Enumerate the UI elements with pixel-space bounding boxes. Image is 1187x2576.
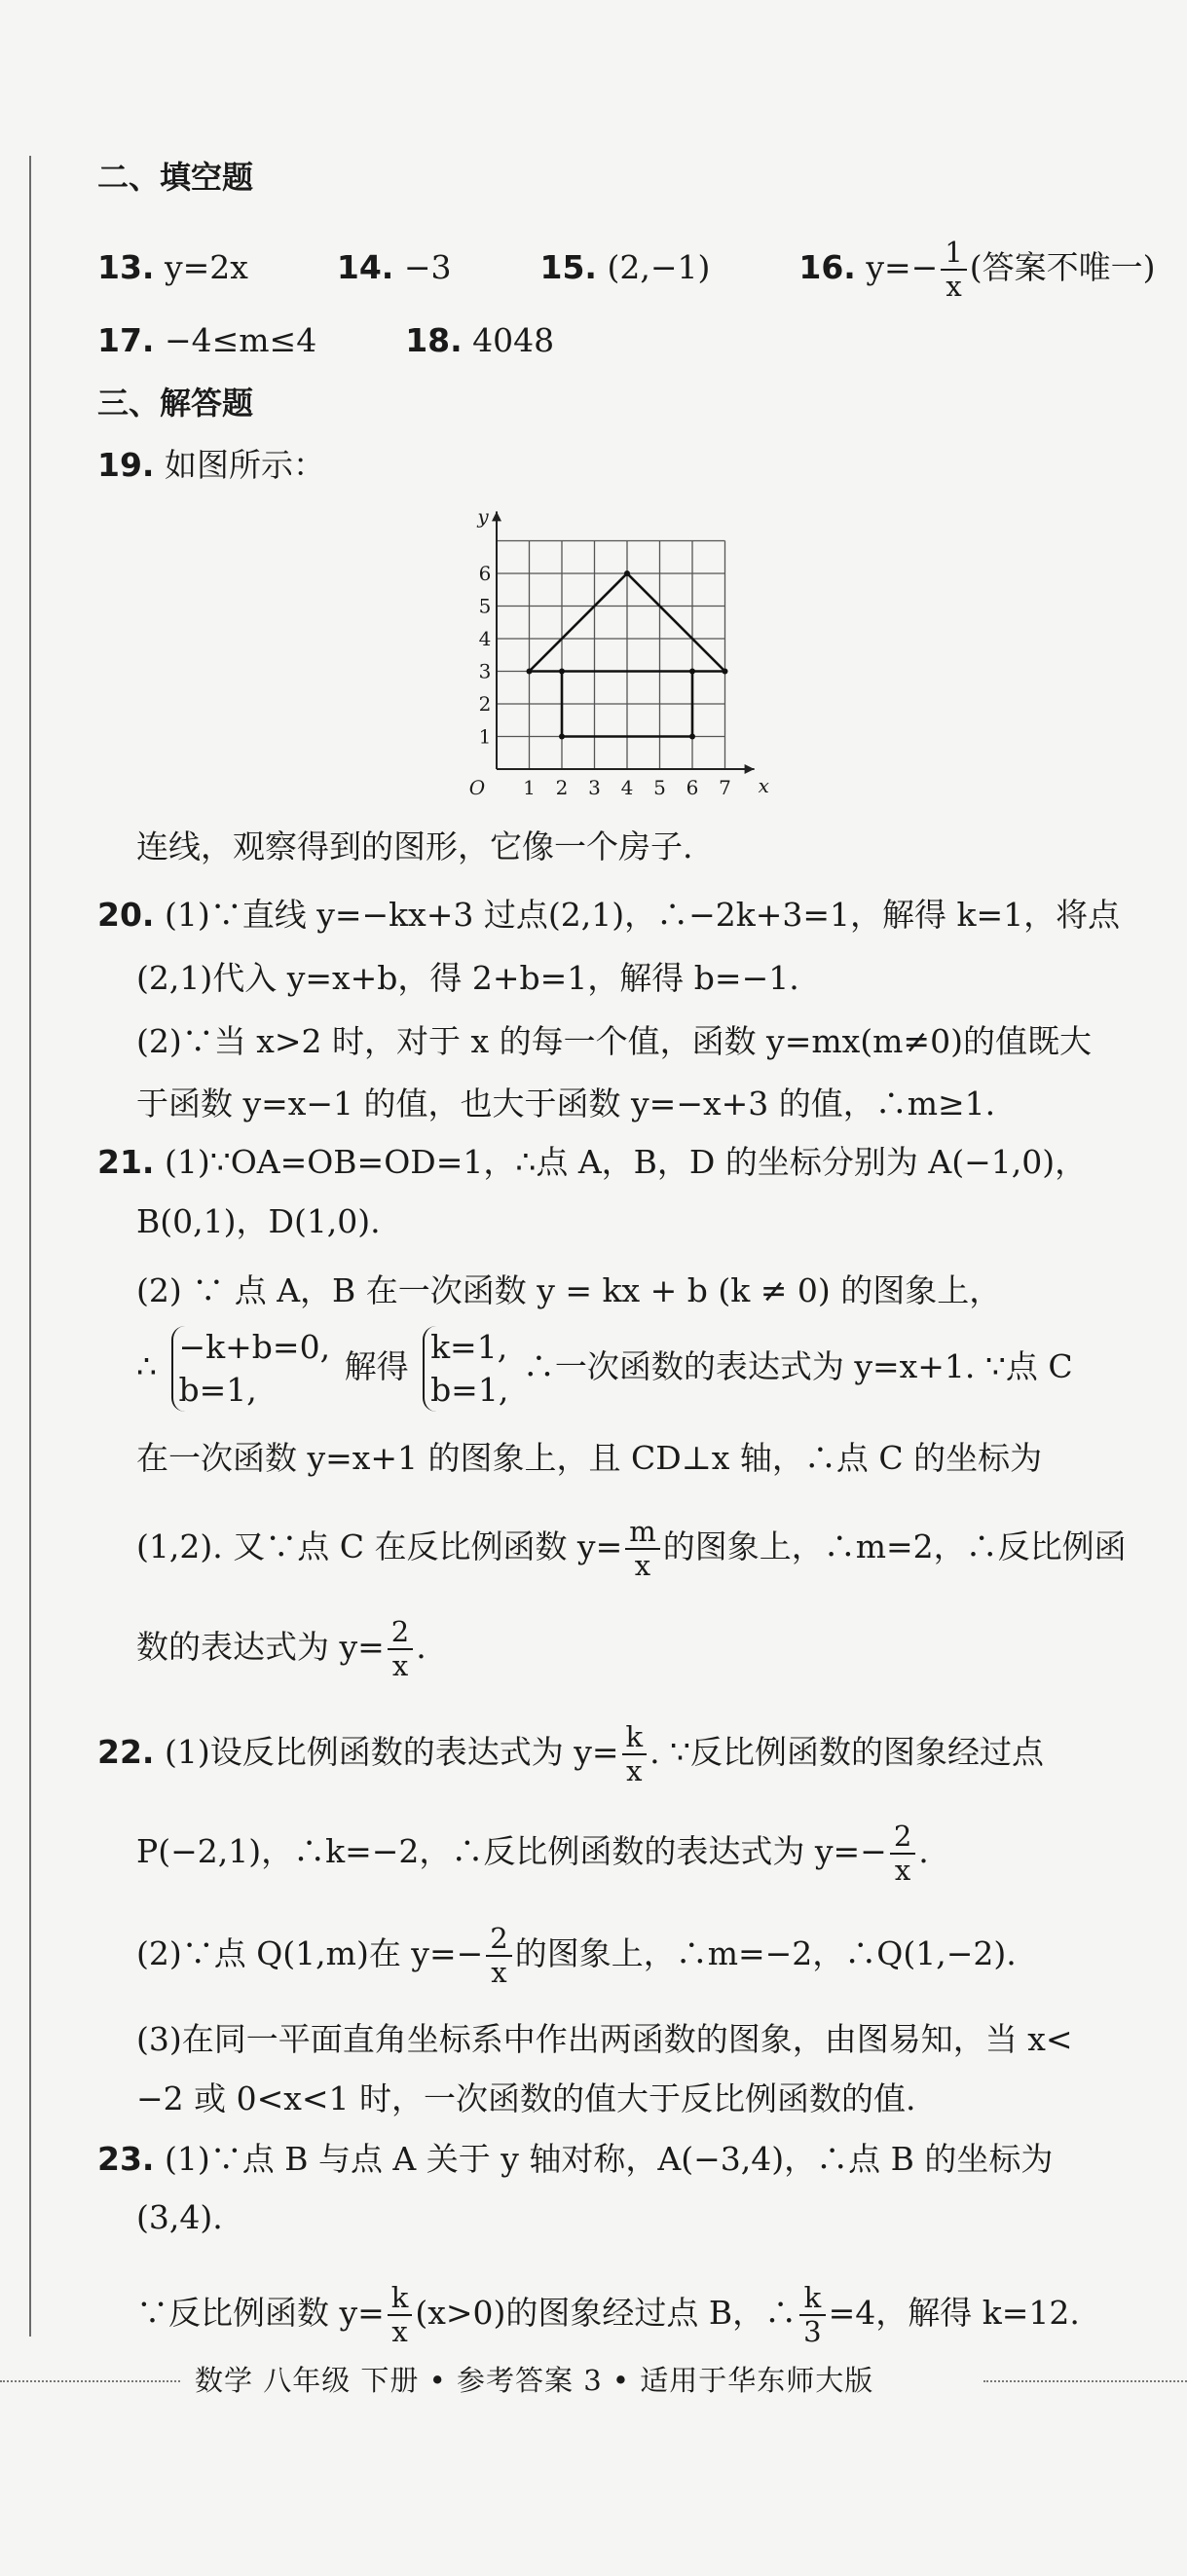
q22-line-1-pre: (1)设反比例函数的表达式为 y=	[164, 1733, 619, 1771]
q22-fraction-2-x-b-nu: 2	[486, 1923, 511, 1957]
y-axis-label: y	[477, 504, 489, 529]
q21-line-4-rest: ∴一次函数的表达式为 y=x+1. ∵点 C	[522, 1347, 1073, 1385]
q21-line-6-pre: (1,2). 又∵点 C 在反比例函数 y=	[136, 1527, 623, 1565]
q20-text-1: (1)∵直线 y=−kx+3 过点(2,1)，∴−2k+3=1，解得 k=1，将点	[164, 896, 1121, 934]
q22-number: 22.	[97, 1733, 155, 1771]
x-axis-arrow	[745, 764, 755, 774]
q22-fraction-k-x-de: x	[626, 1754, 643, 1787]
x-tick-label: 4	[620, 776, 634, 798]
x-tick-label: 5	[653, 776, 666, 798]
q21-line-5: 在一次函数 y=x+1 的图象上，且 CD⊥x 轴，∴点 C 的坐标为	[136, 1439, 1043, 1477]
q23-line-3-post: =4，解得 k=12.	[828, 2294, 1080, 2332]
q19-conclusion: 连线，观察得到的图形，它像一个房子.	[136, 828, 693, 865]
x-tick-label: 1	[523, 776, 536, 798]
q21-solve-label: 解得	[344, 1347, 409, 1385]
q18-number: 18.	[405, 321, 463, 359]
q22-fraction-2-x-a-de: x	[894, 1854, 911, 1887]
q21-line-3: (2) ∵ 点 A，B 在一次函数 y = kx + b (k ≠ 0) 的图象上，	[136, 1271, 1002, 1309]
row-17-18	[97, 321, 554, 360]
q22-line-2-pre: P(−2,1)，∴k=−2，∴反比例函数的表达式为 y=−	[136, 1832, 887, 1870]
q22-line-3	[136, 1923, 1017, 1989]
q21-line-7	[136, 1616, 427, 1682]
q21-system-2	[423, 1326, 508, 1412]
q16-answer-pre: y=−	[866, 248, 939, 286]
q21-line-7-pre: 数的表达式为 y=	[136, 1628, 385, 1666]
y-axis-arrow	[492, 511, 501, 521]
q16-numerator: 1	[941, 237, 966, 271]
q19-number: 19.	[97, 446, 155, 484]
house-vertex	[559, 734, 565, 740]
q21-line-1	[97, 1143, 1087, 1182]
q14-answer: −3	[403, 248, 452, 286]
y-tick-label: 1	[478, 724, 492, 749]
footer-dots-right	[983, 2380, 1187, 2382]
q23-line-3	[136, 2282, 1080, 2348]
q21-line-4	[136, 1326, 1073, 1412]
q16-number: 16.	[798, 248, 856, 286]
q21-fraction-m-x-nu: m	[625, 1516, 660, 1550]
q16-answer-post: (答案不唯一)	[969, 248, 1156, 286]
q20-line-2: (2,1)代入 y=x+b，得 2+b=1，解得 b=−1.	[136, 959, 799, 997]
footer-text: 数学 八年级 下册 • 参考答案 3 • 适用于华东师大版	[195, 2364, 874, 2397]
row-13-16	[97, 237, 1155, 303]
q23-number: 23.	[97, 2140, 155, 2178]
q21-text-1: (1)∵OA=OB=OD=1，∴点 A，B，D 的坐标分别为 A(−1,0)，	[164, 1143, 1088, 1181]
x-axis-label: x	[758, 774, 769, 797]
house-vertex	[559, 669, 565, 675]
q14-number: 14.	[336, 248, 394, 286]
house-vertex	[689, 669, 695, 675]
section-title-fill: 二、填空题	[97, 159, 254, 196]
q21-system-1-eq2: b=1,	[178, 1371, 257, 1409]
section-title-answers: 三、解答题	[97, 385, 254, 422]
q22-line-3-post: 的图象上，∴m=−2，∴Q(1,−2).	[514, 1934, 1017, 1972]
q22-line-3-pre: (2)∵点 Q(1,m)在 y=−	[136, 1934, 484, 1972]
q21-therefore: ∴	[136, 1347, 157, 1385]
q19-heading	[97, 446, 325, 485]
q22-line-1	[97, 1721, 1044, 1787]
x-tick-label: 6	[686, 776, 699, 798]
q21-fraction-2-x	[388, 1616, 413, 1682]
house-vertex	[689, 734, 695, 740]
q22-line-5: −2 或 0<x<1 时，一次函数的值大于反比例函数的值.	[136, 2079, 916, 2117]
q21-line-6	[136, 1516, 1127, 1582]
q17-answer: −4≤m≤4	[164, 321, 317, 359]
q22-line-2-post: .	[918, 1832, 929, 1870]
q21-line-2: B(0,1)，D(1,0).	[136, 1202, 381, 1240]
q13-number: 13.	[97, 248, 155, 286]
x-tick-label: 3	[588, 776, 601, 798]
q21-number: 21.	[97, 1143, 155, 1181]
q20-line-4: 于函数 y=x−1 的值，也大于函数 y=−x+3 的值，∴m≥1.	[136, 1085, 996, 1122]
q23-fraction-k-3	[799, 2282, 825, 2348]
q23-text-1: (1)∵点 B 与点 A 关于 y 轴对称，A(−3,4)，∴点 B 的坐标为	[164, 2140, 1054, 2178]
q21-fraction-m-x-de: x	[634, 1549, 651, 1582]
q22-fraction-k-x	[622, 1721, 648, 1787]
q21-system-1-eq1: −k+b=0,	[178, 1328, 331, 1366]
q21-line-6-post: 的图象上，∴m=2，∴反比例函	[662, 1527, 1127, 1565]
q22-fraction-2-x-a-nu: 2	[890, 1821, 915, 1855]
house-vertex	[624, 570, 630, 576]
y-tick-label: 5	[478, 594, 492, 618]
page-footer	[0, 2361, 1187, 2400]
house-coordinate-graph	[448, 501, 769, 798]
q22-fraction-k-x-nu: k	[622, 1721, 648, 1755]
q23-fraction-k-x-nu: k	[388, 2282, 413, 2316]
x-tick-label: 2	[555, 776, 569, 798]
q19-text: 如图所示：	[164, 446, 325, 484]
x-tick-label: 7	[719, 776, 731, 798]
house-vertex	[527, 669, 533, 675]
q23-fraction-k-3-de: 3	[803, 2315, 822, 2348]
q15-answer: (2,−1)	[607, 248, 711, 286]
q20-line-1	[97, 896, 1120, 935]
q22-fraction-2-x-b-de: x	[491, 1956, 507, 1989]
y-tick-label: 2	[478, 692, 492, 716]
q21-system-2-eq2: b=1,	[430, 1371, 509, 1409]
q23-fraction-k-3-nu: k	[799, 2282, 825, 2316]
q23-fraction-k-x-de: x	[391, 2315, 408, 2348]
q23-line-3-pre: ∵反比例函数 y=	[136, 2294, 385, 2332]
q20-line-3: (2)∵当 x>2 时，对于 x 的每一个值，函数 y=mx(m≠0)的值既大	[136, 1022, 1092, 1060]
q22-line-4: (3)在同一平面直角坐标系中作出两函数的图象，由图易知，当 x<	[136, 2020, 1073, 2058]
q15-number: 15.	[539, 248, 597, 286]
q21-fraction-m-x	[625, 1516, 660, 1582]
house-vertex	[723, 669, 728, 675]
q21-fraction-2-x-de: x	[391, 1649, 409, 1682]
q21-line-7-post: .	[416, 1628, 427, 1666]
q23-line-1	[97, 2140, 1053, 2179]
origin-label: O	[468, 776, 486, 798]
q21-system-2-eq1: k=1,	[430, 1328, 508, 1366]
q16-fraction	[941, 237, 966, 303]
q23-line-3-mid: (x>0)的图象经过点 B，∴	[415, 2294, 798, 2332]
q17-number: 17.	[97, 321, 155, 359]
y-tick-label: 4	[478, 627, 492, 650]
q20-number: 20.	[97, 896, 155, 934]
q21-fraction-2-x-nu: 2	[388, 1616, 413, 1650]
footer-dots-left	[0, 2380, 180, 2382]
q13-answer: y=2x	[164, 248, 248, 286]
y-tick-label: 6	[478, 562, 492, 585]
q22-line-1-post: . ∵反比例函数的图象经过点	[649, 1733, 1045, 1771]
margin-rule	[29, 156, 31, 2337]
q16-denominator: x	[946, 270, 962, 303]
q23-fraction-k-x	[388, 2282, 413, 2348]
q21-system-1	[171, 1326, 331, 1412]
q22-line-2	[136, 1821, 929, 1887]
q22-fraction-2-x-b	[486, 1923, 511, 1989]
q18-answer: 4048	[472, 321, 555, 359]
q23-line-2: (3,4).	[136, 2198, 223, 2236]
q22-fraction-2-x-a	[890, 1821, 915, 1887]
y-tick-label: 3	[478, 659, 492, 683]
